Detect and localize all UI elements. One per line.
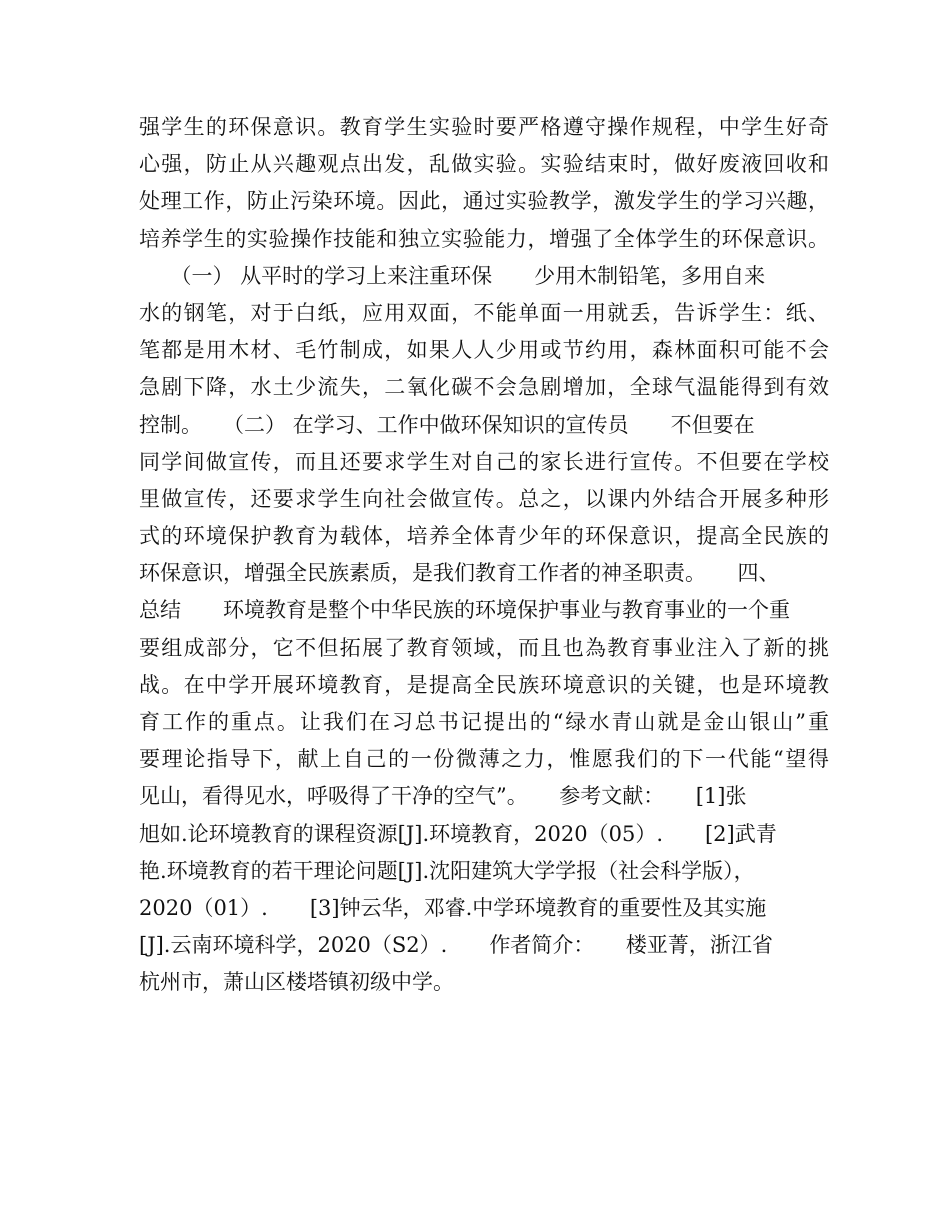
- text-line: 旭如.论环境教育的课程资源[J].环境教育，2020（05）. [2]武青: [139, 821, 777, 846]
- text-line: 2020（01）. [3]钟云华，邓睿.中学环境教育的重要性及其实施: [139, 895, 767, 920]
- text-line: 同学间做宣传，而且还要求学生对自己的家长进行宣传。不但要在学校: [139, 449, 829, 474]
- text-line: 式的环境保护教育为载体，培养全体青少年的环保意识，提高全民族的: [139, 524, 829, 549]
- text-line: 艳.环境教育的若干理论问题[J].沈阳建筑大学学报（社会科学版），: [139, 858, 755, 883]
- text-line: 总结 环境教育是整个中华民族的环境保护事业与教育事业的一个重: [139, 598, 790, 623]
- text-line: 水的钢笔，对于白纸，应用双面，不能单面一用就丢，告诉学生：纸、: [139, 300, 829, 325]
- text-line: 环保意识，增强全民族素质，是我们教育工作者的神圣职责。 四、: [139, 561, 780, 586]
- text-line: 处理工作，防止污染环境。因此，通过实验教学，激发学生的学习兴趣，: [139, 189, 829, 214]
- text-line: 见山，看得见水，呼吸得了干净的空气”。 参考文献： [1]张: [139, 784, 747, 809]
- text-line: 要理论指导下，献上自己的一份微薄之力，惟愿我们的下一代能“望得: [139, 747, 829, 772]
- text-line: 心强，防止从兴趣观点出发，乱做实验。实验结束时，做好废液回收和: [139, 152, 829, 177]
- text-line: 杭州市，萧山区楼塔镇初级中学。: [139, 970, 454, 995]
- text-line: 里做宣传，还要求学生向社会做宣传。总之，以课内外结合开展多种形: [139, 486, 829, 511]
- text-line: （一） 从平时的学习上来注重环保 少用木制铅笔，多用自来: [139, 263, 766, 288]
- text-line: 控制。 （二） 在学习、工作中做环保知识的宣传员 不但要在: [139, 412, 755, 437]
- text-line: 强学生的环保意识。教育学生实验时要严格遵守操作规程，中学生好奇: [139, 115, 829, 139]
- text-line: 育工作的重点。让我们在习总书记提出的“绿水青山就是金山银山”重: [139, 710, 829, 734]
- text-line: 战。在中学开展环境教育，是提高全民族环境意识的关键，也是环境教: [139, 672, 829, 697]
- body-text: [139, 109, 829, 1002]
- text-line: 培养学生的实验操作技能和独立实验能力，增强了全体学生的环保意识。: [139, 226, 829, 251]
- text-line: 急剧下降，水土少流失，二氧化碳不会急剧增加，全球气温能得到有效: [139, 375, 829, 400]
- text-line: [J].云南环境科学，2020（S2）. 作者简介： 楼亚菁，浙江省: [139, 933, 773, 958]
- text-line: 笔都是用木材、毛竹制成，如果人人少用或节约用，森林面积可能不会: [139, 338, 829, 363]
- text-line: 要组成部分，它不但拓展了教育领域，而且也為教育事业注入了新的挑: [139, 635, 829, 660]
